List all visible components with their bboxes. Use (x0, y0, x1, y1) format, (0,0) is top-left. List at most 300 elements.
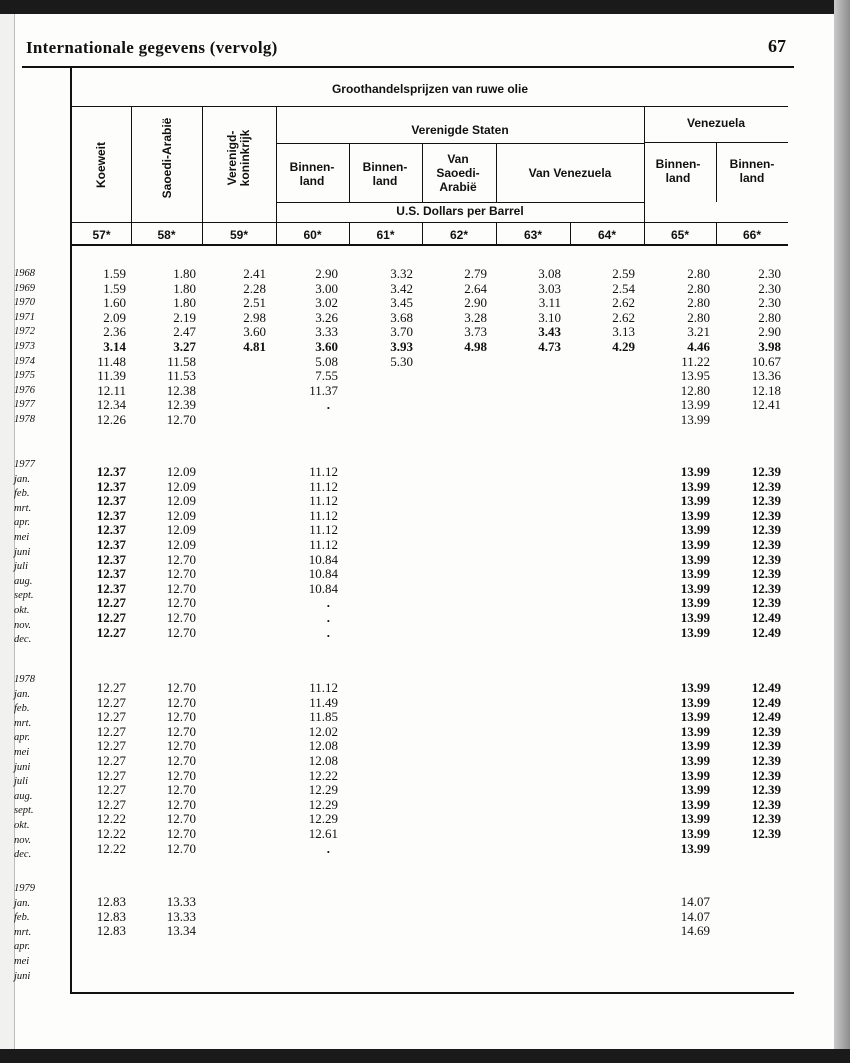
table-cell: 13.99 (680, 397, 710, 413)
table-cell: 5.08 (315, 353, 338, 369)
row-label: aug. (14, 790, 33, 802)
column-60-annual (278, 267, 338, 413)
table-cell: 11.22 (681, 353, 710, 369)
table-cell: 13.99 (680, 551, 710, 567)
table-cell: 12.41 (751, 397, 781, 413)
table-cell: 2.30 (758, 280, 781, 296)
table-cell: 12.39 (751, 811, 781, 827)
row-label: dec. (14, 849, 32, 861)
table-cell: 12.49 (751, 694, 781, 710)
column-57-m1979 (66, 895, 126, 939)
table-cell: 13.99 (680, 840, 710, 856)
table-cell: 3.03 (538, 280, 561, 296)
us-group-rule (276, 143, 644, 144)
table-cell: 12.37 (96, 580, 126, 596)
table-cell: 12.37 (96, 566, 126, 582)
table-cell: 12.37 (96, 493, 126, 509)
table-cell: 3.42 (390, 280, 413, 296)
table-cell: 12.09 (166, 507, 196, 523)
table-cell: 3.14 (103, 338, 126, 354)
row-label: 1978 (14, 674, 35, 685)
row-label: dec. (14, 634, 32, 646)
column-62-annual (427, 267, 487, 355)
table-cell: 13.99 (680, 709, 710, 725)
row-label: apr. (14, 732, 31, 744)
row-label: jan. (14, 688, 31, 700)
table-cell: 2.80 (687, 280, 710, 296)
table-cell: 13.33 (166, 908, 196, 924)
table-cell: 2.54 (612, 280, 635, 296)
table-cell: 11.12 (309, 536, 338, 552)
table-cell: 12.27 (96, 752, 126, 768)
table-cell: 3.26 (315, 309, 338, 325)
table-cell: 12.70 (166, 580, 196, 596)
table-cell: 12.09 (166, 478, 196, 494)
table-cell: 13.99 (680, 507, 710, 523)
table-cell: 12.39 (751, 723, 781, 739)
column-64-annual (575, 267, 635, 355)
table-cell: 11.58 (167, 353, 196, 369)
table-cell: 12.70 (166, 609, 196, 625)
table-cell: 2.51 (243, 295, 266, 311)
table-cell: 2.80 (687, 266, 710, 281)
table-cell: 2.30 (758, 266, 781, 281)
table-cell: 10.67 (751, 353, 781, 369)
col-number: 65* (670, 228, 690, 242)
unit-label: U.S. Dollars per Barrel (396, 204, 524, 218)
table-cell: 2.09 (103, 309, 126, 325)
table-cell: 13.99 (680, 464, 710, 479)
table-cell: 12.26 (96, 411, 126, 427)
row-label: 1979 (14, 883, 35, 894)
col-sep (422, 143, 423, 202)
table-cell: 3.11 (538, 295, 561, 311)
table-cell: 3.27 (173, 338, 196, 354)
table-cell: 12.39 (751, 796, 781, 812)
table-cell: 14.07 (680, 908, 710, 924)
table-cell: 12.18 (751, 382, 781, 398)
column-57-m1978 (66, 681, 126, 856)
table-cell: 11.12 (309, 464, 338, 479)
table-cell: 1.80 (173, 266, 196, 281)
table-cell: 12.70 (166, 796, 196, 812)
table-cell: 3.33 (315, 324, 338, 340)
column-58-m1977 (136, 465, 196, 640)
table-cell: . (326, 397, 330, 413)
row-label: juli (14, 561, 29, 573)
table-cell: 12.39 (751, 551, 781, 567)
table-cell: 12.09 (166, 522, 196, 538)
table-cell: 2.36 (103, 324, 126, 340)
table-cell: 12.37 (96, 507, 126, 523)
table-cell: 12.70 (166, 411, 196, 427)
table-cell: 2.80 (687, 309, 710, 325)
col-number: 58* (157, 228, 176, 242)
row-label: mrt. (14, 502, 32, 514)
table-cell: 12.39 (751, 767, 781, 783)
col-number: 59* (229, 228, 249, 242)
column-61-annual (353, 267, 413, 369)
table-cell: 12.39 (751, 566, 781, 582)
table-cell: 2.90 (758, 324, 781, 340)
column-66-m1978 (721, 681, 781, 842)
table-cell: 3.60 (243, 324, 266, 340)
table-cell: 12.29 (308, 811, 338, 827)
row-label: nov. (14, 619, 32, 631)
year-labels-m1978 (14, 673, 35, 863)
scan-right-edge (834, 0, 850, 1063)
scan-bottom-border (0, 1049, 850, 1063)
table-cell: 5.30 (390, 353, 413, 369)
row-label: feb. (14, 488, 30, 500)
year-labels-annual (14, 267, 35, 428)
column-58-annual (136, 267, 196, 428)
table-cell: 12.70 (166, 566, 196, 582)
year-labels-m1977 (14, 458, 35, 648)
table-cell: 12.39 (751, 464, 781, 479)
row-label: 1974 (14, 355, 35, 367)
table-cell: 12.70 (166, 624, 196, 640)
table-cell: 12.29 (308, 796, 338, 812)
table-cell: 11.12 (309, 507, 338, 523)
table-cell: 12.27 (96, 723, 126, 739)
table-cell: 12.70 (166, 752, 196, 768)
table-cell: 2.28 (243, 280, 266, 296)
table-cell: 12.27 (96, 738, 126, 754)
col-header-koeweit: Koeweit (94, 141, 108, 189)
table-cell: 12.29 (308, 782, 338, 798)
table-cell: 12.37 (96, 522, 126, 538)
table-cell: 12.70 (166, 825, 196, 841)
table-cell: 12.27 (96, 595, 126, 611)
table-cell: 12.83 (96, 894, 126, 909)
table-cell: 13.99 (680, 478, 710, 494)
row-label: jan. (14, 473, 31, 485)
column-65-m1979 (650, 895, 710, 939)
column-58-m1979 (136, 895, 196, 939)
table-cell: 1.80 (173, 295, 196, 311)
table-cell: 2.80 (758, 309, 781, 325)
table-cell: 2.19 (173, 309, 196, 325)
table-cell: 12.80 (680, 382, 710, 398)
row-label: apr. (14, 517, 31, 529)
row-label: 1972 (14, 326, 35, 338)
table-cell: 12.27 (96, 624, 126, 640)
col-header-65: Binnen-land (655, 157, 701, 185)
row-label: mei (14, 531, 30, 543)
table-cell: 3.32 (390, 266, 413, 281)
row-label: mrt. (14, 717, 32, 729)
table-cell: 12.39 (751, 825, 781, 841)
table-cell: 12.39 (751, 738, 781, 754)
table-cell: . (326, 624, 330, 640)
table-cell: 12.39 (751, 536, 781, 552)
table-cell: 11.12 (309, 493, 338, 509)
table-cell: 12.09 (166, 493, 196, 509)
table-cell: 3.43 (538, 324, 561, 340)
table-cell: 3.60 (315, 338, 338, 354)
row-label: 1977 (14, 399, 35, 411)
table-cell: 12.27 (96, 680, 126, 695)
col-number: 64* (597, 228, 617, 242)
row-label: mei (14, 955, 30, 967)
table-cell: 13.99 (680, 767, 710, 783)
table-cell: 11.12 (309, 522, 338, 538)
table-cell: 1.60 (103, 295, 126, 311)
row-label: sept. (14, 590, 34, 602)
table-cell: 13.99 (680, 595, 710, 611)
table-cell: 13.99 (680, 796, 710, 812)
col-number: 57* (92, 228, 111, 242)
column-57-annual (66, 267, 126, 428)
table-cell: 4.29 (612, 338, 635, 354)
table-cell: 3.02 (315, 295, 338, 311)
table-cell: 7.55 (315, 368, 338, 384)
table-cell: 4.46 (687, 338, 710, 354)
unit-rule (276, 202, 644, 203)
scan-left-margin (0, 14, 15, 1049)
table-cell: 4.81 (243, 338, 266, 354)
table-cell: 3.21 (687, 324, 710, 340)
col-sep (496, 143, 497, 202)
table-cell: 2.59 (612, 266, 635, 281)
col-number: 61* (376, 228, 395, 242)
table-cell: 12.49 (751, 624, 781, 640)
column-66-annual (721, 267, 781, 413)
col-sep (716, 143, 717, 202)
table-cell: 4.73 (538, 338, 561, 354)
page-title: Internationale gegevens (vervolg) (26, 38, 278, 57)
table-cell: 12.39 (166, 397, 196, 413)
table-cell: 12.22 (308, 767, 338, 783)
table-cell: 12.49 (751, 609, 781, 625)
heading-rule (72, 106, 788, 107)
column-65-m1977 (650, 465, 710, 640)
table-cell: 12.39 (751, 782, 781, 798)
table-cell: 12.27 (96, 767, 126, 783)
table-bottom-rule (70, 992, 794, 994)
col-sep (349, 143, 350, 202)
col-header-61: Binnen-land (362, 160, 408, 188)
table-cell: 2.62 (612, 309, 635, 325)
table-cell: 13.99 (680, 493, 710, 509)
column-57-m1977 (66, 465, 126, 640)
row-label: mei (14, 746, 30, 758)
table-cell: 3.13 (612, 324, 635, 340)
table-cell: 12.70 (166, 767, 196, 783)
row-label: juli (14, 776, 29, 788)
col-sep (202, 106, 203, 245)
table-cell: 13.99 (680, 680, 710, 695)
row-label: nov. (14, 834, 32, 846)
column-60-m1977 (278, 465, 338, 640)
table-cell: 2.90 (464, 295, 487, 311)
table-cell: 3.68 (390, 309, 413, 325)
table-cell: 12.34 (96, 397, 126, 413)
table-cell: 14.69 (680, 923, 710, 939)
table-cell: 2.98 (243, 309, 266, 325)
scan-top-border (0, 0, 850, 14)
column-58-m1978 (136, 681, 196, 856)
table-cell: 1.59 (103, 266, 126, 281)
table-cell: 13.99 (680, 723, 710, 739)
column-66-m1977 (721, 465, 781, 640)
table-cell: 13.99 (680, 580, 710, 596)
table-cell: 13.99 (680, 411, 710, 427)
row-label: okt. (14, 604, 30, 616)
table-cell: 12.70 (166, 840, 196, 856)
column-59-annual (206, 267, 266, 355)
col-sep (131, 106, 132, 245)
col-header-62: Van Saoedi-Arabië (436, 152, 480, 194)
table-cell: 12.70 (166, 694, 196, 710)
table-cell: 12.37 (96, 536, 126, 552)
table-cell: 11.53 (167, 368, 196, 384)
col-number: 63* (523, 228, 543, 242)
table-cell: 13.99 (680, 782, 710, 798)
group-heading-venezuela: Venezuela (686, 116, 746, 130)
table-cell: 12.39 (751, 580, 781, 596)
table-top-heading: Groothandelsprijzen van ruwe olie (331, 82, 529, 96)
table-cell: 11.48 (97, 353, 126, 369)
table-cell: 12.22 (96, 840, 126, 856)
table-cell: 13.34 (166, 923, 196, 939)
table-cell: . (326, 595, 330, 611)
page-number: 67 (768, 36, 786, 56)
row-label: 1970 (14, 297, 35, 309)
table-cell: 14.07 (680, 894, 710, 909)
table-cell: 12.39 (751, 507, 781, 523)
table-cell: 11.85 (309, 709, 338, 725)
col-number: 60* (303, 228, 322, 242)
row-label: 1971 (14, 311, 35, 323)
table-cell: 3.73 (464, 324, 487, 340)
table-cell: . (326, 840, 330, 856)
table-cell: 10.84 (308, 551, 338, 567)
table-cell: 12.49 (751, 709, 781, 725)
table-cell: 12.83 (96, 923, 126, 939)
table-cell: 12.22 (96, 811, 126, 827)
table-cell: 12.70 (166, 811, 196, 827)
table-cell: 12.39 (751, 595, 781, 611)
row-label: sept. (14, 805, 34, 817)
table-cell: 12.37 (96, 551, 126, 567)
table-cell: 12.37 (96, 464, 126, 479)
table-cell: 3.93 (390, 338, 413, 354)
table-cell: 12.27 (96, 782, 126, 798)
year-labels-m1979 (14, 882, 35, 984)
table-cell: 12.83 (96, 908, 126, 924)
table-cell: 13.36 (751, 368, 781, 384)
table-cell: 12.70 (166, 680, 196, 695)
table-cell: 12.27 (96, 796, 126, 812)
row-label: aug. (14, 575, 33, 587)
table-cell: 2.62 (612, 295, 635, 311)
col-number-top-rule (72, 222, 788, 223)
table-cell: 11.12 (309, 680, 338, 695)
col-number: 62* (449, 228, 469, 242)
table-cell: 12.22 (96, 825, 126, 841)
table-cell: 12.11 (97, 382, 126, 398)
row-label: 1977 (14, 459, 35, 470)
row-label: 1976 (14, 384, 35, 396)
column-65-annual (650, 267, 710, 428)
table-cell: 12.70 (166, 782, 196, 798)
row-label: feb. (14, 703, 30, 715)
col-header-60: Binnen-land (289, 160, 335, 188)
col-header-63-64: Van Venezuela (528, 166, 612, 180)
table-cell: 3.28 (464, 309, 487, 325)
table-cell: 3.10 (538, 309, 561, 325)
row-label: 1975 (14, 370, 35, 382)
col-number-bottom-rule (72, 244, 788, 246)
table-cell: 2.64 (464, 280, 487, 296)
table-cell: 12.02 (308, 723, 338, 739)
row-label: feb. (14, 912, 30, 924)
table-cell: 12.39 (751, 478, 781, 494)
table-cell: 12.70 (166, 595, 196, 611)
table-cell: 2.79 (464, 266, 487, 281)
table-cell: 12.70 (166, 723, 196, 739)
table-cell: 13.99 (680, 624, 710, 640)
table-cell: 11.49 (309, 694, 338, 710)
table-cell: 13.99 (680, 811, 710, 827)
table-cell: 13.95 (680, 368, 710, 384)
row-label: juni (14, 970, 31, 982)
table-cell: 3.45 (390, 295, 413, 311)
row-label: jan. (14, 897, 31, 909)
table-cell: 13.99 (680, 536, 710, 552)
row-label: 1968 (14, 268, 35, 279)
row-label: apr. (14, 941, 31, 953)
table-cell: 13.33 (166, 894, 196, 909)
table-cell: 2.90 (315, 266, 338, 281)
col-number: 66* (742, 228, 762, 242)
table-cell: 12.49 (751, 680, 781, 695)
table-cell: 13.99 (680, 609, 710, 625)
table-cell: 2.41 (243, 266, 266, 281)
table-cell: 13.99 (680, 694, 710, 710)
table-cell: 3.08 (538, 266, 561, 281)
table-cell: 1.80 (173, 280, 196, 296)
table-cell: 12.37 (96, 478, 126, 494)
table-cell: 10.84 (308, 566, 338, 582)
row-label: juni (14, 761, 31, 773)
col-header-66: Binnen-land (729, 157, 775, 185)
table-cell: 2.80 (687, 295, 710, 311)
row-label: 1978 (14, 413, 35, 425)
table-cell: 13.99 (680, 752, 710, 768)
table-cell: 3.00 (315, 280, 338, 296)
table-cell: 12.70 (166, 738, 196, 754)
table-cell: 2.47 (173, 324, 196, 340)
table-cell: 12.70 (166, 551, 196, 567)
table-cell: 12.27 (96, 694, 126, 710)
table-cell: 13.99 (680, 825, 710, 841)
table-cell: 12.08 (308, 752, 338, 768)
row-label: 1973 (14, 340, 35, 352)
table-cell: 12.09 (166, 464, 196, 479)
table-cell: 2.30 (758, 295, 781, 311)
table-cell: . (326, 609, 330, 625)
column-60-m1978 (278, 681, 338, 856)
row-label: mrt. (14, 926, 32, 938)
table-cell: 3.70 (390, 324, 413, 340)
table-cell: 11.39 (97, 368, 126, 384)
column-63-annual (501, 267, 561, 355)
col-header-vk: Verenigd-koninkrijk (225, 129, 252, 187)
table-cell: 12.38 (166, 382, 196, 398)
